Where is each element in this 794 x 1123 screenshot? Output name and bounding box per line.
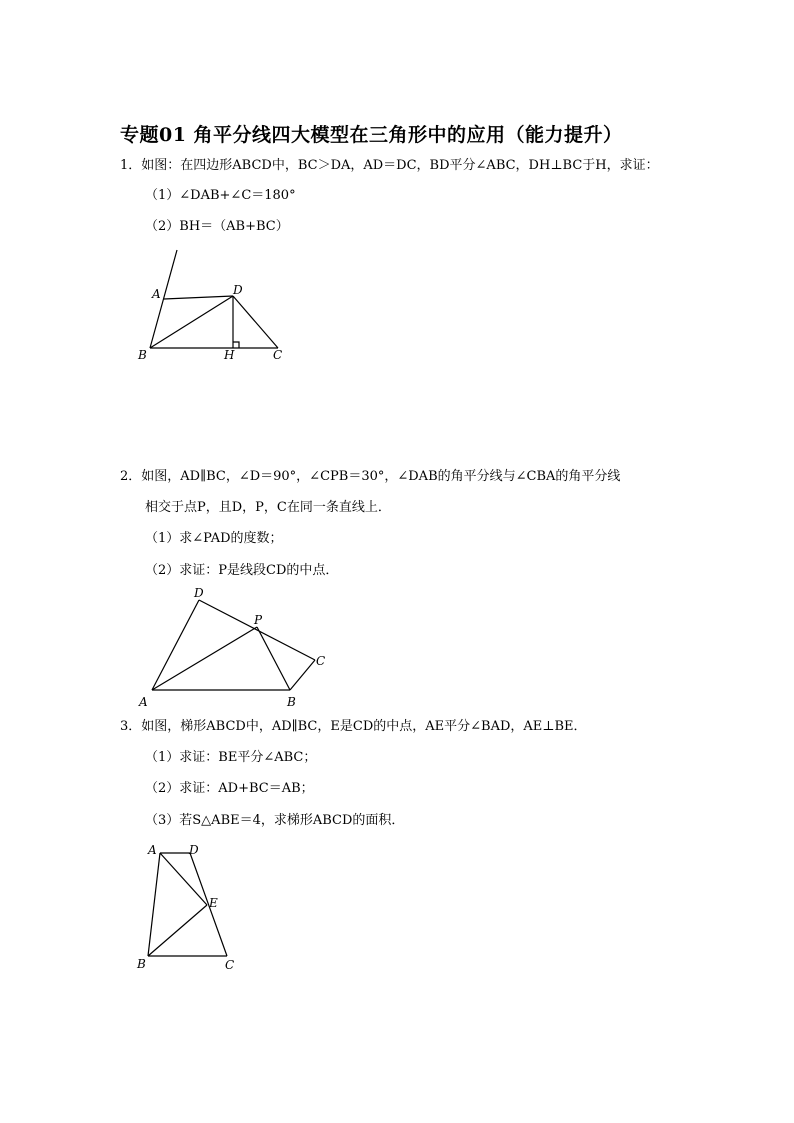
fig1-label-b: B bbox=[138, 348, 147, 362]
fig3-label-e: E bbox=[209, 896, 218, 910]
fig2-segment-pb bbox=[257, 627, 290, 690]
q3-part3: （3）若S△ABE＝4，求梯形ABCD的面积． bbox=[145, 813, 405, 828]
q1-stem: 1．如图：在四边形ABCD中，BC＞DA，AD＝DC，BD平分∠ABC，DH⊥BC于H，求证： bbox=[120, 158, 659, 173]
fig1-label-a: A bbox=[152, 287, 161, 301]
q3-stem: 3．如图，梯形ABCD中，AD∥BC，E是CD的中点，AE平分∠BAD，AE⊥BE． bbox=[120, 719, 587, 734]
fig1-segment-dc bbox=[233, 296, 278, 348]
page-title: 专题01 角平分线四大模型在三角形中的应用（能力提升） bbox=[120, 124, 623, 146]
fig3-label-c: C bbox=[225, 958, 235, 972]
fig3-segment-be bbox=[148, 905, 207, 956]
fig2-label-a: A bbox=[139, 695, 148, 709]
fig2-label-p: P bbox=[254, 613, 263, 627]
fig2-label-b: B bbox=[287, 695, 296, 709]
q1-part2: （2）BH＝（AB+BC） bbox=[145, 219, 289, 234]
fig1-segment-ad bbox=[164, 296, 233, 299]
fig1-label-d: D bbox=[233, 283, 243, 297]
fig3-segment-ab bbox=[148, 853, 160, 956]
fig1-label-h: H bbox=[224, 348, 235, 362]
fig2-segment-bc bbox=[290, 660, 315, 690]
figure-2-quadrilateral bbox=[152, 600, 315, 690]
q2-stem-line2: 相交于点P，且D，P，C在同一条直线上． bbox=[145, 500, 391, 515]
fig3-label-d: D bbox=[189, 843, 199, 857]
q2-part1: （1）求∠PAD的度数； bbox=[145, 531, 283, 546]
figure-1-quadrilateral bbox=[150, 250, 278, 348]
fig1-label-c: C bbox=[273, 348, 283, 362]
fig2-label-c: C bbox=[316, 654, 326, 668]
fig3-label-b: B bbox=[137, 957, 146, 971]
fig2-segment-ap bbox=[152, 627, 257, 690]
q3-part1: （1）求证：BE平分∠ABC； bbox=[145, 750, 317, 765]
q2-part2: （2）求证：P是线段CD的中点． bbox=[145, 563, 339, 578]
q1-part1: （1）∠DAB+∠C＝180° bbox=[145, 188, 296, 203]
fig2-label-d: D bbox=[194, 586, 204, 600]
fig3-label-a: A bbox=[148, 843, 157, 857]
q2-stem-line1: 2．如图，AD∥BC，∠D＝90°，∠CPB＝30°，∠DAB的角平分线与∠CBA的角平分线 bbox=[120, 469, 621, 484]
q3-part2: （2）求证：AD+BC＝AB； bbox=[145, 781, 314, 796]
